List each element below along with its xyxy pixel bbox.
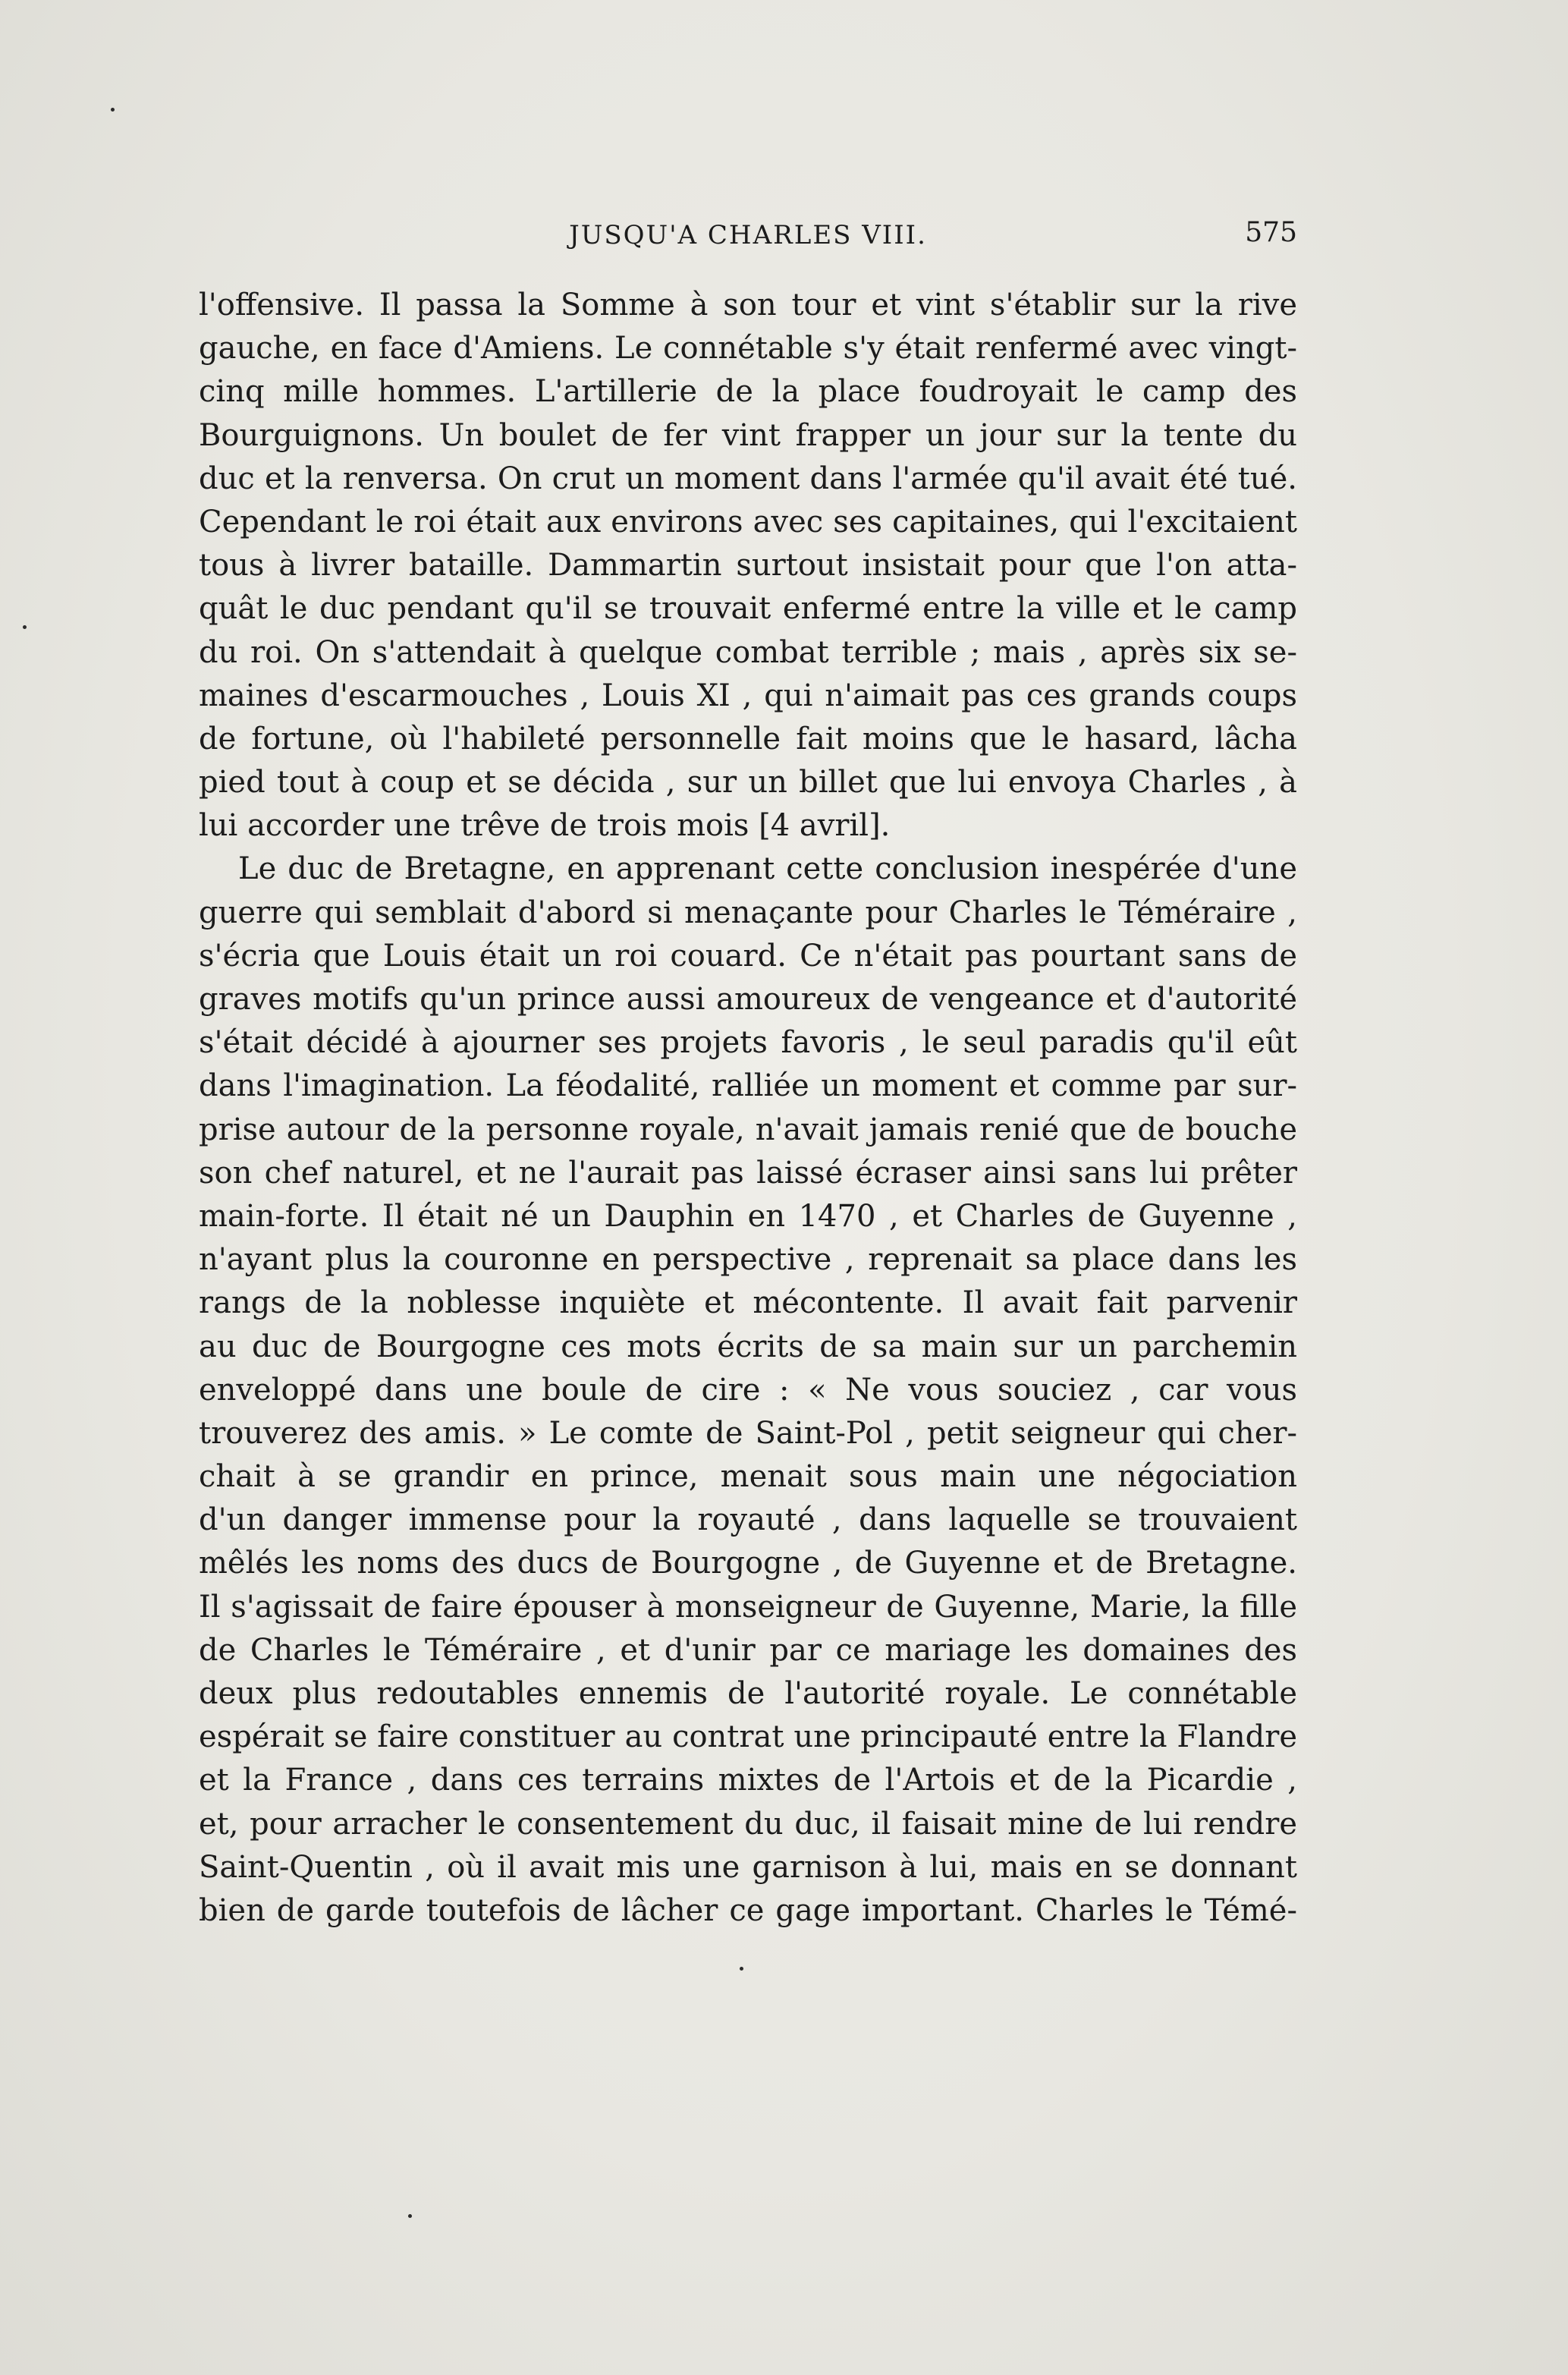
paragraph-end-line: lui accorder une trêve de trois mois [4 avril]. [199, 808, 891, 844]
text-line: quât le duc pendant qu'il se trouvait enfermé entre la ville et le camp [199, 591, 1297, 627]
text-line: d'un danger immense pour la royauté , dans laquelle se trouvaient [199, 1502, 1297, 1538]
text-line: graves motifs qu'un prince aussi amoureux de vengeance et d'autorité [199, 982, 1297, 1017]
text-line: son chef naturel, et ne l'aurait pas laissé écraser ainsi sans lui prêter [199, 1155, 1297, 1191]
text-line: chait à se grandir en prince, menait sous main une négociation [199, 1459, 1297, 1495]
text-line: bien de garde toutefois de lâcher ce gage important. Charles le Témé- [199, 1892, 1297, 1928]
text-line: Cependant le roi était aux environs avec ses capitaines, qui l'excitaient [199, 504, 1297, 539]
text-line: n'ayant plus la couronne en perspective , reprenait sa place dans les [199, 1242, 1297, 1278]
text-line: enveloppé dans une boule de cire : « Ne vous souciez , car vous [199, 1372, 1297, 1408]
text-line: mêlés les noms des ducs de Bourgogne , de Guyenne et de Bretagne. [199, 1546, 1297, 1581]
text-line: deux plus redoutables ennemis de l'autorité royale. Le connétable [199, 1676, 1297, 1711]
text-line: au duc de Bourgogne ces mots écrits de sa main sur un parchemin [199, 1329, 1297, 1364]
text-line: guerre qui semblait d'abord si menaçante pour Charles le Téméraire , [199, 895, 1297, 930]
text-line: gauche, en face d'Amiens. Le connétable s'y était renfermé avec vingt- [199, 331, 1297, 366]
body-text [199, 284, 1297, 1933]
text-line: et la France , dans ces terrains mixtes de l'Artois et de la Picardie , [199, 1763, 1297, 1798]
text-line: prise autour de la personne royale, n'avait jamais renié que de bouche [199, 1112, 1297, 1147]
paragraph-start-line: Le duc de Bretagne, en apprenant cette conclusion inespérée d'une [238, 851, 1297, 887]
text-line: s'était décidé à ajourner ses projets favoris , le seul paradis qu'il eût [199, 1025, 1297, 1061]
text-line: de Charles le Téméraire , et d'unir par ce mariage les domaines des [199, 1632, 1297, 1668]
ink-speck [23, 625, 27, 629]
ink-speck [408, 2214, 412, 2218]
text-line: espérait se faire constituer au contrat une principauté entre la Flandre [199, 1719, 1297, 1755]
text-line: l'offensive. Il passa la Somme à son tour et vint s'établir sur la rive [199, 288, 1297, 322]
text-line: s'écria que Louis était un roi couard. Ce n'était pas pourtant sans de [199, 938, 1297, 974]
text-line: maines d'escarmouches , Louis XI , qui n'aimait pas ces grands coups [199, 678, 1297, 713]
text-line: Saint-Quentin , où il avait mis une garnison à lui, mais en se donnant [199, 1849, 1297, 1885]
text-line: Il s'agissait de faire épouser à monseigneur de Guyenne, Marie, la fille [199, 1589, 1297, 1625]
text-line: et, pour arracher le consentement du duc, il faisait mine de lui rendre [199, 1806, 1297, 1842]
text-line: de fortune, où l'habileté personnelle fait moins que le hasard, lâcha [199, 721, 1297, 757]
text-line: du roi. On s'attendait à quelque combat terrible ; mais , après six se- [199, 634, 1297, 670]
text-line: dans l'imagination. La féodalité, ralliée un moment et comme par sur- [199, 1068, 1297, 1104]
text-line: trouverez des amis. » Le comte de Saint-Pol , petit seigneur qui cher- [199, 1415, 1297, 1451]
text-line: duc et la renversa. On crut un moment dans l'armée qu'il avait été tué. [199, 461, 1297, 496]
text-line: cinq mille hommes. L'artillerie de la place foudroyait le camp des [199, 374, 1297, 410]
running-title: JUSQU'A CHARLES VIII. [569, 220, 927, 250]
ink-speck [740, 1967, 743, 1971]
text-line: main-forte. Il était né un Dauphin en 1470 , et Charles de Guyenne , [199, 1198, 1297, 1234]
ink-speck [111, 108, 115, 112]
text-line: pied tout à coup et se décida , sur un billet que lui envoya Charles , à [199, 765, 1297, 801]
text-line: rangs de la noblesse inquiète et mécontente. Il avait fait parvenir [199, 1285, 1297, 1321]
text-line: Bourguignons. Un boulet de fer vint frapper un jour sur la tente du [199, 417, 1297, 453]
text-line: tous à livrer bataille. Dammartin surtout insistait pour que l'on atta- [199, 548, 1297, 584]
page-number: 575 [1245, 217, 1297, 248]
running-head [199, 215, 1297, 253]
